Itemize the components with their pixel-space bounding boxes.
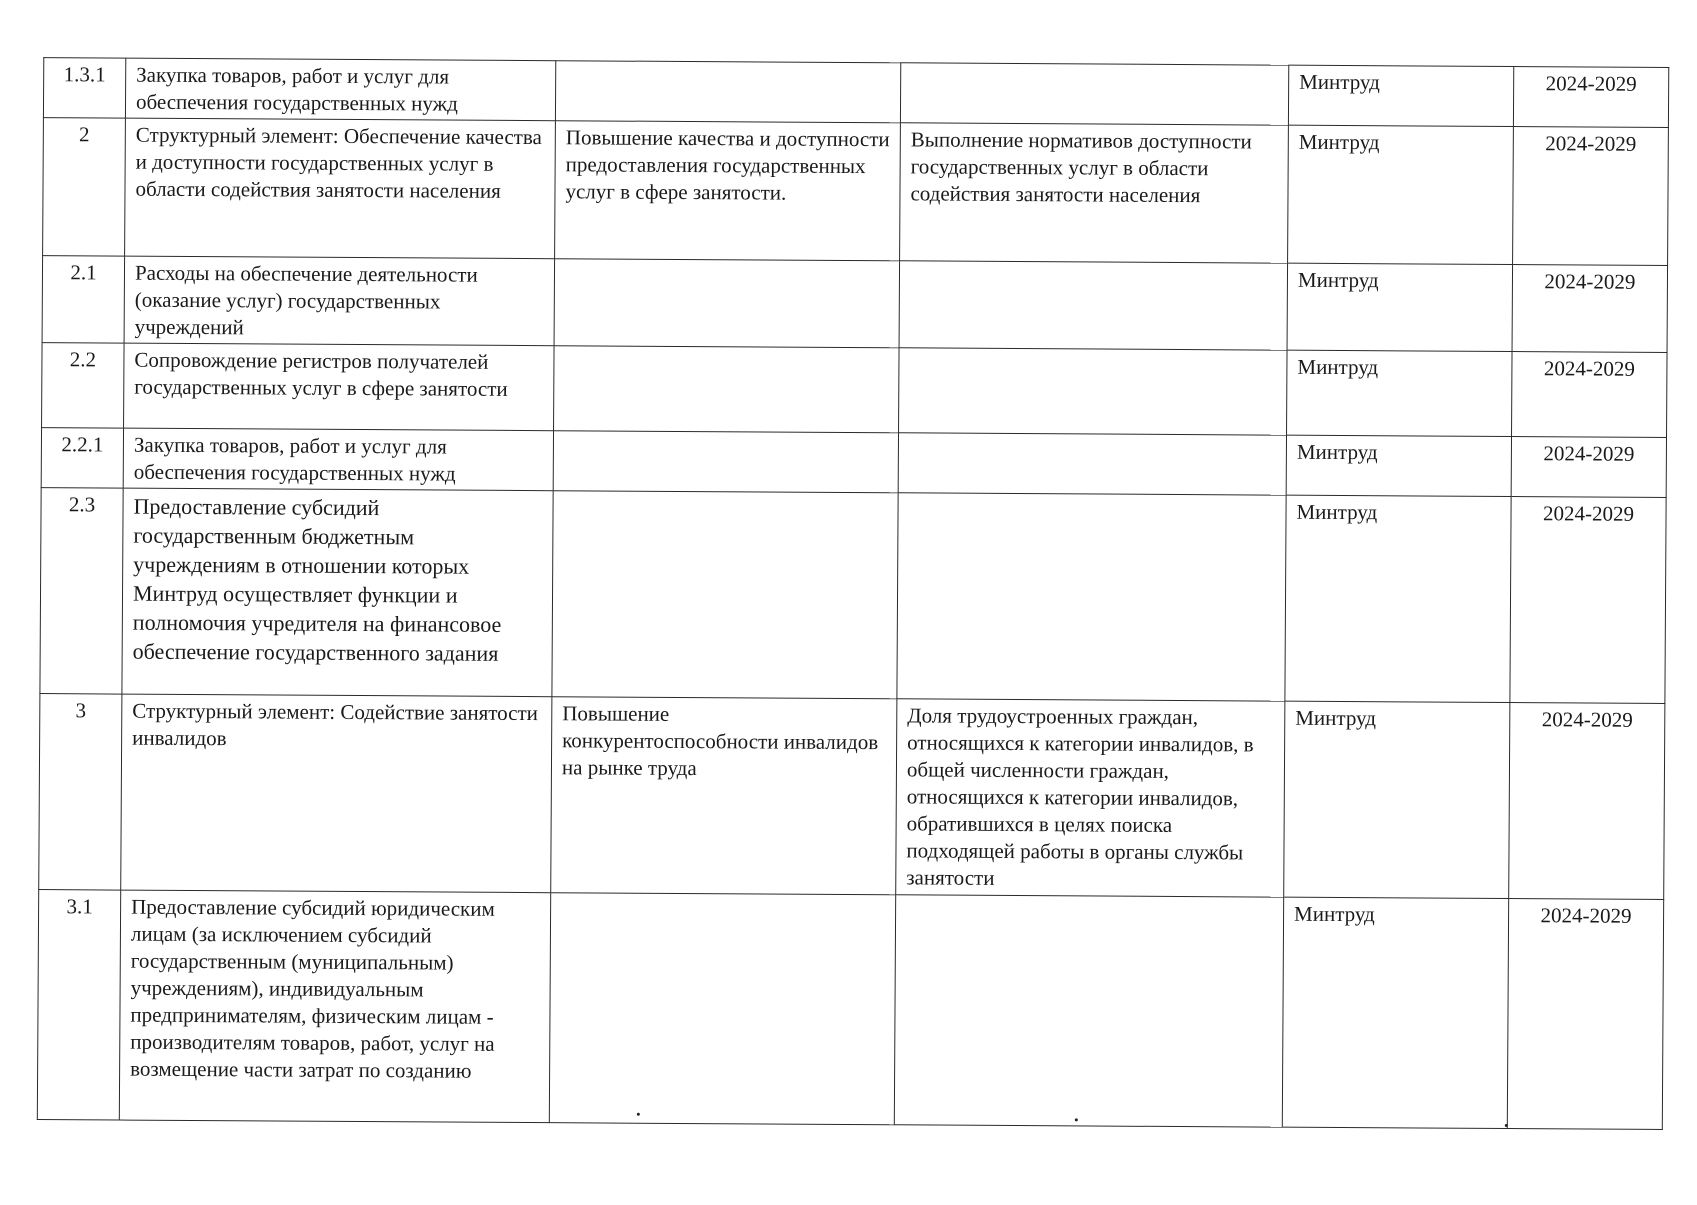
measure-name: Предоставление субсидий юридическим лицам (за исключением субсидий государственным (муниципальным) учреждениям), индивидуальным предпринимателям, физическим лицам - производителям товаров, работ, услуг на возмещение части затрат по созданию (119, 890, 550, 1123)
table-row (37, 890, 1663, 1130)
period-cell: 2024-2029 (1513, 127, 1669, 266)
task-cell (552, 491, 898, 699)
table-row (43, 118, 1669, 266)
indicator-cell: Доля трудоустроенных граждан, относящихся к категории инвалидов, в общей численности граждан, относящихся к категории инвалидов, обратившихся в целях поиска подходящей работы в органы службы занятости (896, 699, 1285, 897)
row-number: 2 (43, 118, 126, 256)
measure-name: Структурный элемент: Содействие занятости инвалидов (121, 694, 552, 893)
table-row (43, 58, 1668, 128)
task-cell (554, 259, 900, 348)
responsible-cell: Минтруд (1288, 65, 1513, 126)
measure-name: Сопровождение регистров получателей государственных услуг в сфере занятости (124, 343, 555, 431)
responsible-cell: Минтруд (1282, 897, 1508, 1128)
period-cell: 2024-2029 (1509, 703, 1665, 900)
responsible-cell: Минтруд (1284, 701, 1510, 898)
scan-speck (637, 1113, 640, 1116)
responsible-cell: Минтруд (1285, 495, 1511, 702)
row-number: 2.1 (42, 256, 125, 343)
task-cell (555, 61, 900, 123)
table-row (41, 428, 1666, 498)
task-cell (554, 346, 900, 433)
measures-table (37, 57, 1669, 1130)
period-cell: 2024-2029 (1513, 67, 1668, 128)
row-number: 2.2 (42, 343, 125, 428)
measure-name: Расходы на обеспечение деятельности (оказание услуг) государственных учреждений (124, 256, 555, 346)
period-cell: 2024-2029 (1512, 265, 1668, 353)
period-cell: 2024-2029 (1510, 497, 1666, 704)
period-cell: 2024-2029 (1512, 352, 1668, 438)
table-row (39, 694, 1665, 900)
row-number: 1.3.1 (43, 58, 125, 118)
indicator-cell (898, 433, 1286, 495)
measure-name: Закупка товаров, работ и услуг для обеспечения государственных нужд (123, 428, 553, 491)
row-number: 3.1 (37, 890, 120, 1120)
responsible-cell: Минтруд (1287, 263, 1513, 351)
row-number: 2.3 (40, 488, 123, 694)
indicator-cell: Выполнение нормативов доступности государственных услуг в области содействия занятости населения (900, 123, 1289, 263)
measure-name: Закупка товаров, работ и услуг для обеспечения государственных нужд (125, 58, 555, 121)
indicator-cell (894, 895, 1283, 1127)
table-row (40, 488, 1666, 704)
table-row (42, 343, 1667, 438)
indicator-cell (899, 261, 1288, 350)
scan-speck (1075, 1118, 1078, 1121)
task-cell (553, 431, 898, 493)
measure-name: Структурный элемент: Обеспечение качества и доступности государственных услуг в области содействия занятости населения (125, 118, 556, 259)
task-cell: Повышение качества и доступности предоставления государственных услуг в сфере занятости. (555, 121, 901, 261)
period-cell: 2024-2029 (1507, 899, 1663, 1130)
table-row (42, 256, 1668, 353)
indicator-cell (897, 493, 1286, 701)
indicator-cell (899, 348, 1288, 435)
measure-name: Предоставление субсидий государственным бюджетным учреждениям в отношении которых Минтруд осуществляет функции и полномочия учредителя на финансовое обеспечение государственного задания (122, 488, 553, 697)
row-number: 2.2.1 (41, 428, 123, 488)
period-cell: 2024-2029 (1511, 437, 1666, 498)
task-cell: Повышение конкурентоспособности инвалидов на рынке труда (551, 697, 897, 895)
responsible-cell: Минтруд (1287, 350, 1513, 436)
row-number: 3 (39, 694, 122, 890)
responsible-cell: Минтруд (1288, 125, 1514, 264)
task-cell (549, 893, 895, 1125)
responsible-cell: Минтруд (1286, 435, 1511, 496)
indicator-cell (900, 63, 1288, 125)
scan-speck (1505, 1124, 1508, 1127)
